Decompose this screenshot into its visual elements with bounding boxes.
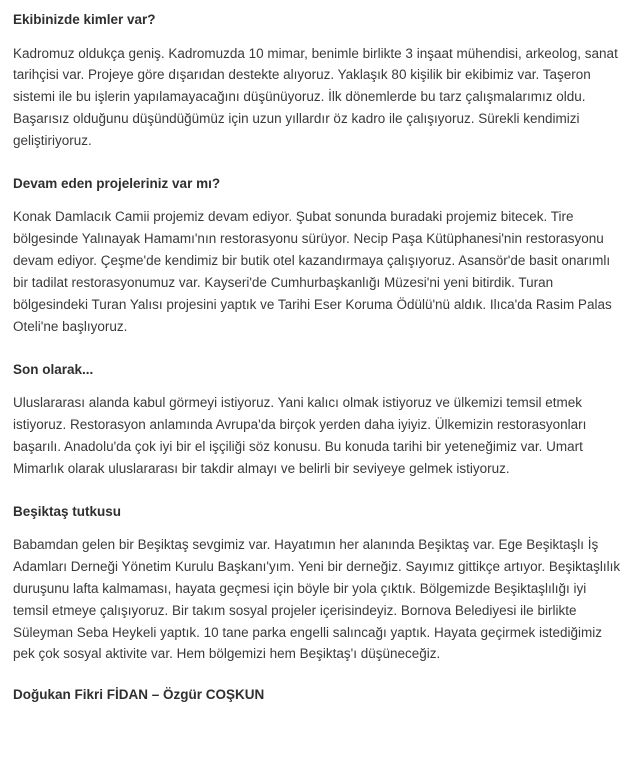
section-heading-besiktas-passion: Beşiktaş tutkusu bbox=[13, 503, 122, 519]
paragraph-ongoing-projects: Konak Damlacık Camii projemiz devam ediyor. Şubat sonunda buradaki projemiz bitecek. Tire bölgesinde Yalınayak Hamamı'nın restorasyonu sürüyor. Necip Paşa Kütüphanesi'nin restorasyonu devam ediyor. Çeşme'de kendimiz bir butik otel kazandırmaya çalışıyoruz. Asansör'de basit onarımlı bir tadilat restorasyonumuz var. Kayseri'de Cumhurbaşkanlığı Müzesi'ni yeni bitirdik. Turan bölgesindeki Turan Yalısı projesini yaptık ve Tarihi Eser Koruma Ödülü'nü aldık. Ilıca'da Rasim Palas Oteli'ne başlıyoruz. bbox=[13, 209, 612, 334]
section-heading-team: Ekibinizde kimler var? bbox=[13, 12, 156, 27]
section-heading-ongoing-projects: Devam eden projeleriniz var mı? bbox=[13, 175, 221, 191]
paragraph-finally: Uluslararası alanda kabul görmeyi istiyoruz. Yani kalıcı olmak istiyoruz ve ülkemizi temsil etmek istiyoruz. Restorasyon anlamında Avrupa'da birçok yerden daha iyiyiz. Ülkemizin restorasyonları başarılı. Anadolu'da çok iyi bir el işçiliği söz konusu. Bu konuda tarihi bir yeteneğimiz var. Umart Mimarlık olarak uluslararası bir takdir almayı ve belirli bir seviyeye gelmek istiyoruz. bbox=[13, 395, 587, 476]
paragraph-besiktas-passion: Babamdan gelen bir Beşiktaş sevgimiz var. Hayatımın her alanında Beşiktaş var. Ege Beşiktaşlı İş Adamları Derneği Yönetim Kurulu Başkanı'yım. Yeni bir derneğiz. Sayımız gittikçe artıyor. Beşiktaşlılık duruşunu lafta kalmaması, hayata geçmesi için böyle bir yola çıktık. Bölgemizde Beşiktaşlılığı iyi temsil etmeye çalışıyoruz. Bir takım sosyal projeler içerisindeyiz. Bornova Belediyesi ile birlikte Süleyman Seba Heykeli yaptık. 10 tane parka engelli salıncağı yaptık. Hayata geçirmek istediğimiz pek çok sosyal aktivite var. Hem bölgemizi hem Beşiktaş'ı düşüneceğiz. bbox=[13, 537, 621, 662]
section-heading-finally: Son olarak... bbox=[13, 361, 94, 377]
article-byline: Doğukan Fikri FİDAN – Özgür COŞKUN bbox=[13, 687, 265, 703]
paragraph-team: Kadromuz oldukça geniş. Kadromuzda 10 mimar, benimle birlikte 3 inşaat mühendisi, arkeolog, sanat tarihçisi var. Projeye göre dışarıdan destekte alıyoruz. Yaklaşık 80 kişilik bir ekibimiz var. Taşeron sistemi ile bu işlerin yapılamayacağını düşünüyoruz. İlk dönemlerde bu tarz çalışmalarımız oldu. Başarısız olduğunu düşündüğümüz için uzun yıllardır öz kadro ile çalışıyoruz. Sürekli kendimizi geliştiriyoruz. bbox=[13, 45, 618, 148]
